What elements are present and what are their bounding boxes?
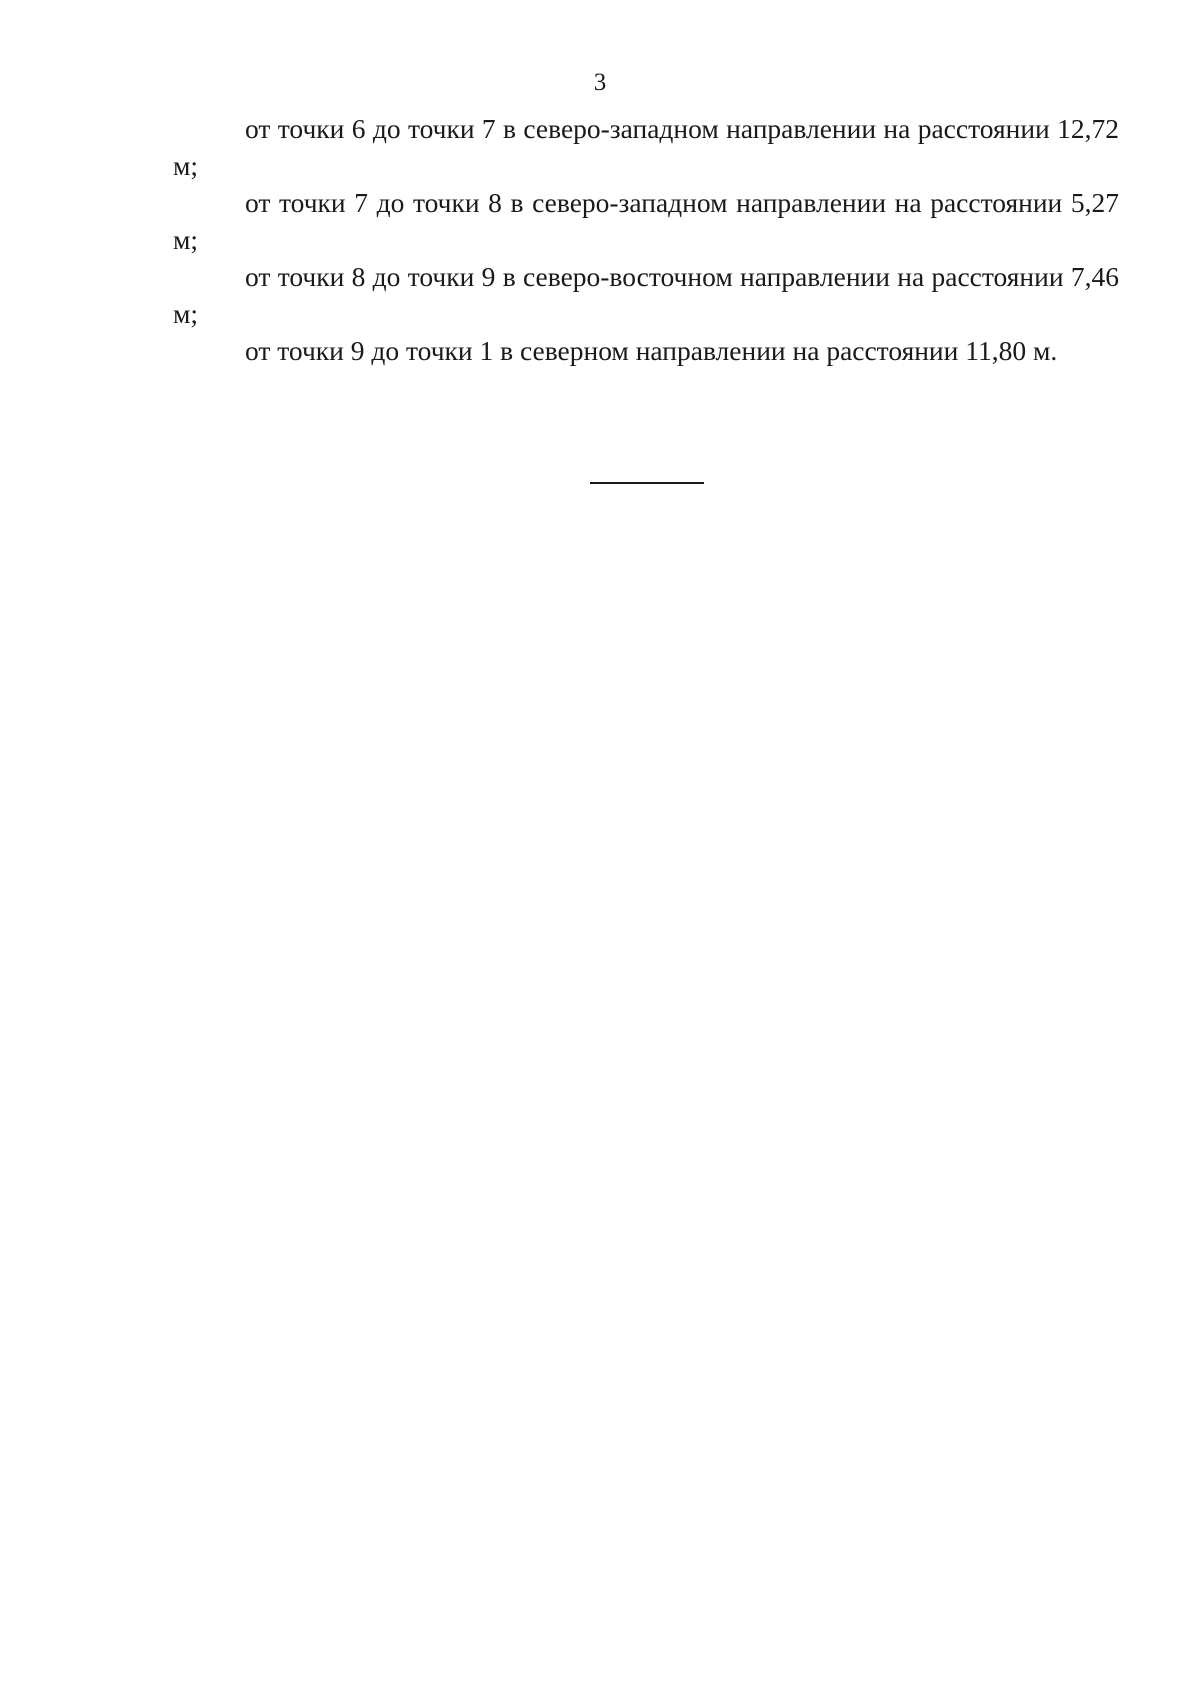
paragraph-point-6-to-7: от точки 6 до точки 7 в северо-западном направлении на расстоянии 12,72 м; [173, 113, 1119, 181]
paragraph-point-9-to-1: от точки 9 до точки 1 в северном направлении на расстоянии 11,80 м. [245, 335, 1058, 366]
page-number: 3 [593, 69, 607, 96]
end-of-document-rule [590, 482, 704, 484]
paragraph-point-7-to-8: от точки 7 до точки 8 в северо-западном направлении на расстоянии 5,27 м; [173, 187, 1119, 255]
document-body [173, 110, 1119, 369]
paragraph-point-8-to-9: от точки 8 до точки 9 в северо-восточном направлении на расстоянии 7,46 м; [173, 261, 1119, 329]
